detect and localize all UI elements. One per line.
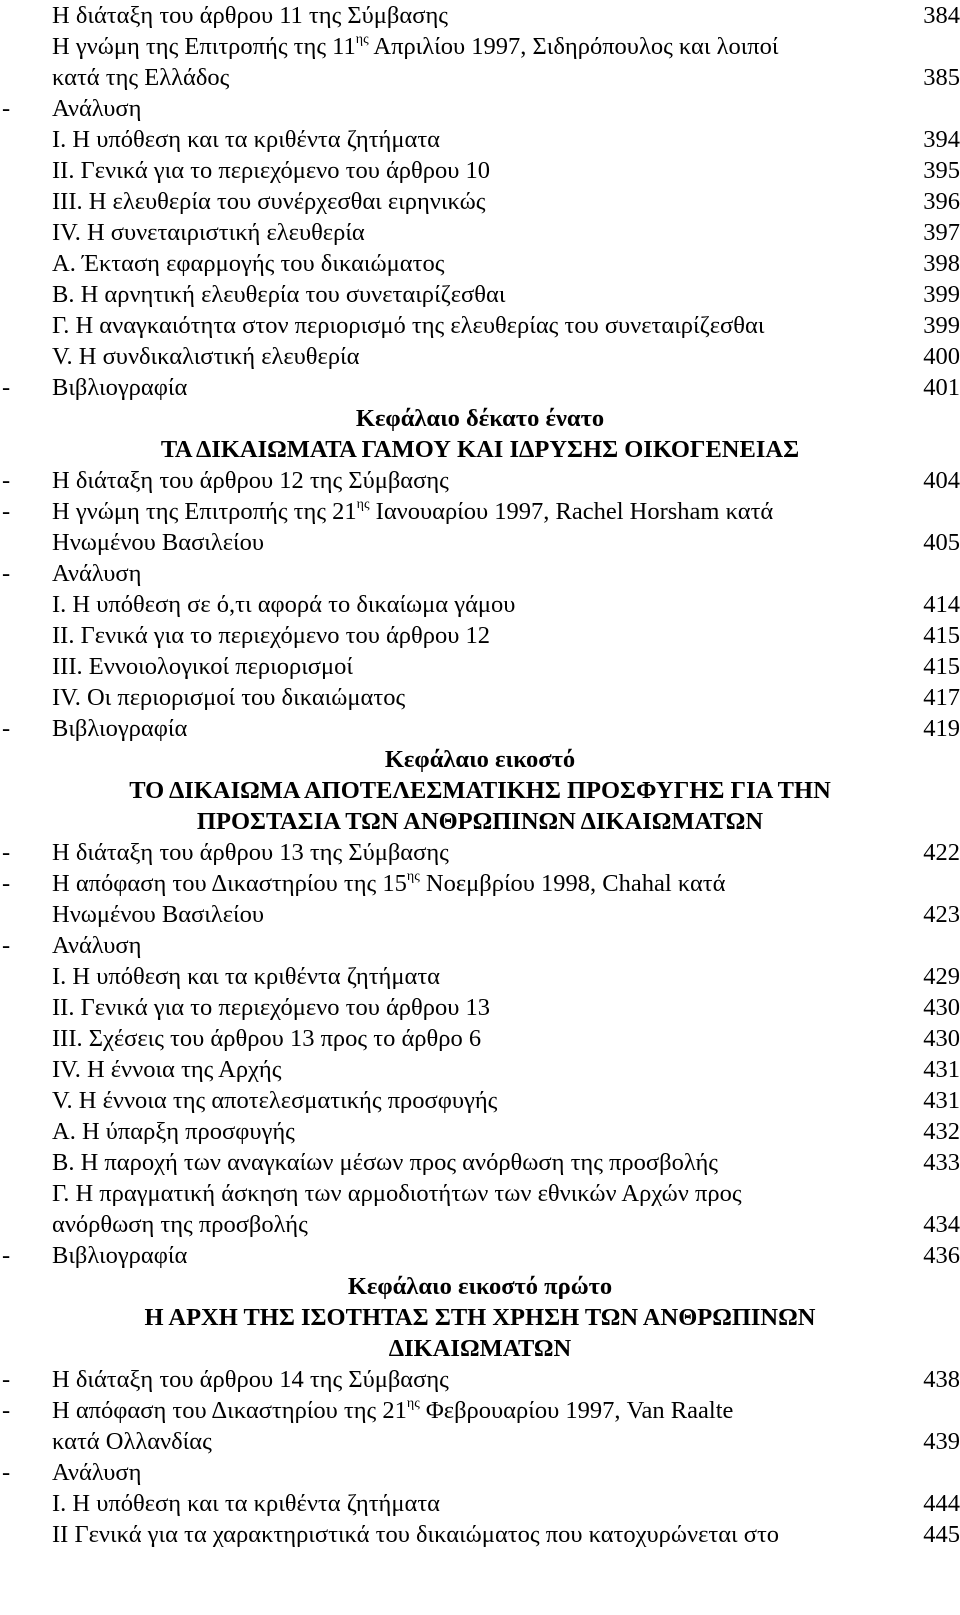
toc-entry [0, 558, 960, 590]
toc-entry [0, 124, 960, 156]
entry-title: Ανάλυση [52, 560, 142, 587]
bullet-dash: - [2, 1459, 11, 1486]
chapter-heading [0, 806, 960, 838]
page-number: 415 [923, 653, 960, 680]
chapter-number: Κεφάλαιο εικοστό πρώτο [347, 1273, 613, 1300]
bullet-dash: - [2, 374, 11, 401]
chapter-number: Κεφάλαιο δέκατο ένατο [355, 405, 605, 432]
bullet-dash: - [2, 467, 11, 494]
entry-title: Ανάλυση [52, 95, 142, 122]
toc-entry [0, 1364, 960, 1396]
chapter-heading [0, 434, 960, 466]
entry-title: ΙΙΙ. Η ελευθερία του συνέρχεσθαι ειρηνικώς [52, 188, 486, 215]
entry-title: Ηνωμένου Βασιλείου [52, 901, 265, 928]
toc-entry [0, 465, 960, 497]
page-number: 395 [923, 157, 960, 184]
page-number: 399 [923, 281, 960, 308]
toc-entry [0, 1023, 960, 1055]
entry-title: ΙΙ. Γενικά για το περιεχόμενο του άρθρου 13 [52, 994, 490, 1021]
entry-title: Ηνωμένου Βασιλείου [52, 529, 265, 556]
toc-entry [0, 496, 960, 528]
page-number: 415 [923, 622, 960, 649]
page-number: 397 [923, 219, 960, 246]
chapter-title: ΤΟ ΔΙΚΑΙΩΜΑ ΑΠΟΤΕΛΕΣΜΑΤΙΚΗΣ ΠΡΟΣΦΥΓΗΣ ΓΙΑ ΤΗΝ [129, 777, 831, 804]
toc-entry [0, 1178, 960, 1210]
bullet-dash: - [2, 870, 11, 897]
entry-title: Η απόφαση του Δικαστηρίου της $15^{\eta\varsigma}$ Νοεμβρίου 1998, Chahal κατά [52, 869, 726, 897]
toc-entry [0, 1116, 960, 1148]
toc-entry [0, 1147, 960, 1179]
page-number: 431 [923, 1056, 960, 1083]
page-number: 439 [923, 1428, 960, 1455]
entry-title: Γ. Η πραγματική άσκηση των αρμοδιοτήτων των εθνικών Αρχών προς [52, 1180, 742, 1207]
toc-entry [0, 589, 960, 621]
entry-title: Βιβλιογραφία [52, 1242, 188, 1269]
page-number: 432 [923, 1118, 960, 1145]
page-number: 399 [923, 312, 960, 339]
entry-title: Ανάλυση [52, 932, 142, 959]
entry-title: Η γνώμη της Επιτροπής της $11^{\eta\varsigma}$ Απριλίου 1997, Σιδηρόπουλος και λοιποί [52, 32, 779, 60]
entry-title: V. Η συνδικαλιστική ελευθερία [52, 343, 360, 370]
page-number: 434 [923, 1211, 960, 1238]
entry-title: Η διάταξη του άρθρου 12 της Σύμβασης [52, 467, 449, 494]
entry-title: κατά της Ελλάδος [52, 64, 230, 91]
page-number: 433 [923, 1149, 960, 1176]
bullet-dash: - [2, 498, 11, 525]
entry-title: Ι. Η υπόθεση και τα κριθέντα ζητήματα [52, 963, 441, 990]
chapter-title: Η ΑΡΧΗ ΤΗΣ ΙΣΟΤΗΤΑΣ ΣΤΗ ΧΡΗΣΗ ΤΩΝ ΑΝΘΡΩΠΙΝΩΝ [144, 1304, 816, 1331]
entry-title: Η γνώμη της Επιτροπής της $21^{\eta\varsigma}$ Ιανουαρίου 1997, Rachel Horsham κατά [52, 497, 774, 525]
page-number: 436 [923, 1242, 960, 1269]
page-number: 419 [923, 715, 960, 742]
toc-entry [0, 62, 960, 94]
page-number: 444 [923, 1490, 960, 1517]
page-number: 384 [923, 2, 960, 29]
bullet-dash: - [2, 715, 11, 742]
entry-title: Β. Η αρνητική ελευθερία του συνεταιρίζεσθαι [52, 281, 506, 308]
bullet-dash: - [2, 1242, 11, 1269]
entry-title: Η διάταξη του άρθρου 13 της Σύμβασης [52, 839, 449, 866]
page-number: 385 [923, 64, 960, 91]
bullet-dash: - [2, 560, 11, 587]
entry-title: Β. Η παροχή των αναγκαίων μέσων προς ανόρθωση της προσβολής [52, 1149, 718, 1176]
toc-entry [0, 1054, 960, 1086]
bullet-dash: - [2, 839, 11, 866]
toc-entry [0, 0, 960, 32]
chapter-heading [0, 1302, 960, 1334]
entry-title: Α. Έκταση εφαρμογής του δικαιώματος [52, 250, 445, 277]
entry-title: Η απόφαση του Δικαστηρίου της $21^{\eta\varsigma}$ Φεβρουαρίου 1997, Van Raalte [52, 1396, 734, 1424]
chapter-title: ΔΙΚΑΙΩΜΑΤΩΝ [388, 1335, 572, 1362]
toc-entry [0, 310, 960, 342]
page-number: 423 [923, 901, 960, 928]
page-number: 430 [923, 994, 960, 1021]
entry-title: Ι. Η υπόθεση σε ό,τι αφορά το δικαίωμα γάμου [52, 591, 516, 618]
bullet-dash: - [2, 1397, 11, 1424]
chapter-heading [0, 403, 960, 435]
chapter-heading [0, 775, 960, 807]
chapter-title: ΠΡΟΣΤΑΣΙΑ ΤΩΝ ΑΝΘΡΩΠΙΝΩΝ ΔΙΚΑΙΩΜΑΤΩΝ [196, 808, 764, 835]
bullet-dash: - [2, 95, 11, 122]
chapter-number: Κεφάλαιο εικοστό [384, 746, 576, 773]
toc-entry [0, 1395, 960, 1427]
toc-entry [0, 372, 960, 404]
entry-title: Α. Η ύπαρξη προσφυγής [52, 1118, 295, 1145]
entry-title: Ι. Η υπόθεση και τα κριθέντα ζητήματα [52, 126, 441, 153]
page-number: 405 [923, 529, 960, 556]
page-number: 417 [923, 684, 960, 711]
entry-title: ΙΙΙ. Σχέσεις του άρθρου 13 προς το άρθρο 6 [52, 1025, 482, 1052]
entry-title: Ι. Η υπόθεση και τα κριθέντα ζητήματα [52, 1490, 441, 1517]
entry-title: IV. Οι περιορισμοί του δικαιώματος [52, 684, 406, 711]
entry-title: Η διάταξη του άρθρου 14 της Σύμβασης [52, 1366, 449, 1393]
entry-title: Η διάταξη του άρθρου 11 της Σύμβασης [52, 2, 448, 29]
toc-entry [0, 899, 960, 931]
entry-title: IV. Η έννοια της Αρχής [52, 1056, 282, 1083]
toc-entry [0, 1488, 960, 1520]
entry-title: ανόρθωση της προσβολής [52, 1211, 308, 1238]
toc-entry [0, 620, 960, 652]
page-number: 429 [923, 963, 960, 990]
page-number: 431 [923, 1087, 960, 1114]
toc-entry [0, 713, 960, 745]
toc-entry [0, 155, 960, 187]
entry-title: Βιβλιογραφία [52, 715, 188, 742]
toc-entry [0, 1085, 960, 1117]
toc-entry [0, 527, 960, 559]
toc-entry [0, 248, 960, 280]
toc-entry [0, 186, 960, 218]
bullet-dash: - [2, 1366, 11, 1393]
entry-title: ΙΙΙ. Εννοιολογικοί περιορισμοί [52, 653, 353, 680]
toc-entry [0, 961, 960, 993]
entry-title: IV. Η συνεταιριστική ελευθερία [52, 219, 365, 246]
page-number: 401 [923, 374, 960, 401]
toc-entry [0, 868, 960, 900]
toc-entry [0, 93, 960, 125]
page-number: 438 [923, 1366, 960, 1393]
toc-entry [0, 1426, 960, 1458]
entry-title: Ανάλυση [52, 1459, 142, 1486]
toc-entry [0, 837, 960, 869]
toc-entry [0, 1519, 960, 1551]
page-number: 430 [923, 1025, 960, 1052]
chapter-heading [0, 1271, 960, 1303]
page-number: 414 [923, 591, 960, 618]
bullet-dash: - [2, 932, 11, 959]
toc-entry [0, 930, 960, 962]
page-number: 398 [923, 250, 960, 277]
toc-entry [0, 992, 960, 1024]
page-number: 422 [923, 839, 960, 866]
toc-entry [0, 217, 960, 249]
toc-entry [0, 1209, 960, 1241]
toc-entry [0, 341, 960, 373]
entry-title: V. Η έννοια της αποτελεσματικής προσφυγής [52, 1087, 498, 1114]
page-number: 394 [923, 126, 960, 153]
page-number: 404 [923, 467, 960, 494]
toc-entry [0, 31, 960, 63]
entry-title: ΙΙ. Γενικά για το περιεχόμενο του άρθρου 10 [52, 157, 490, 184]
toc-entry [0, 682, 960, 714]
chapter-title: ΤΑ ΔΙΚΑΙΩΜΑΤΑ ΓΑΜΟΥ ΚΑΙ ΙΔΡΥΣΗΣ ΟΙΚΟΓΕΝΕΙΑΣ [160, 436, 800, 463]
toc-entry [0, 1240, 960, 1272]
toc-entry [0, 651, 960, 683]
entry-title: Βιβλιογραφία [52, 374, 188, 401]
toc-entry [0, 279, 960, 311]
page-number: 400 [923, 343, 960, 370]
page-number: 445 [923, 1521, 960, 1548]
entry-title: ΙΙ. Γενικά για το περιεχόμενο του άρθρου 12 [52, 622, 490, 649]
chapter-heading [0, 1333, 960, 1365]
entry-title: Γ. Η αναγκαιότητα στον περιορισμό της ελευθερίας του συνεταιρίζεσθαι [52, 312, 765, 339]
toc-entry [0, 1457, 960, 1489]
entry-title: ΙΙ Γενικά για τα χαρακτηριστικά του δικαιώματος που κατοχυρώνεται στο [52, 1521, 780, 1548]
page-number: 396 [923, 188, 960, 215]
entry-title: κατά Ολλανδίας [52, 1428, 212, 1455]
chapter-heading [0, 744, 960, 776]
